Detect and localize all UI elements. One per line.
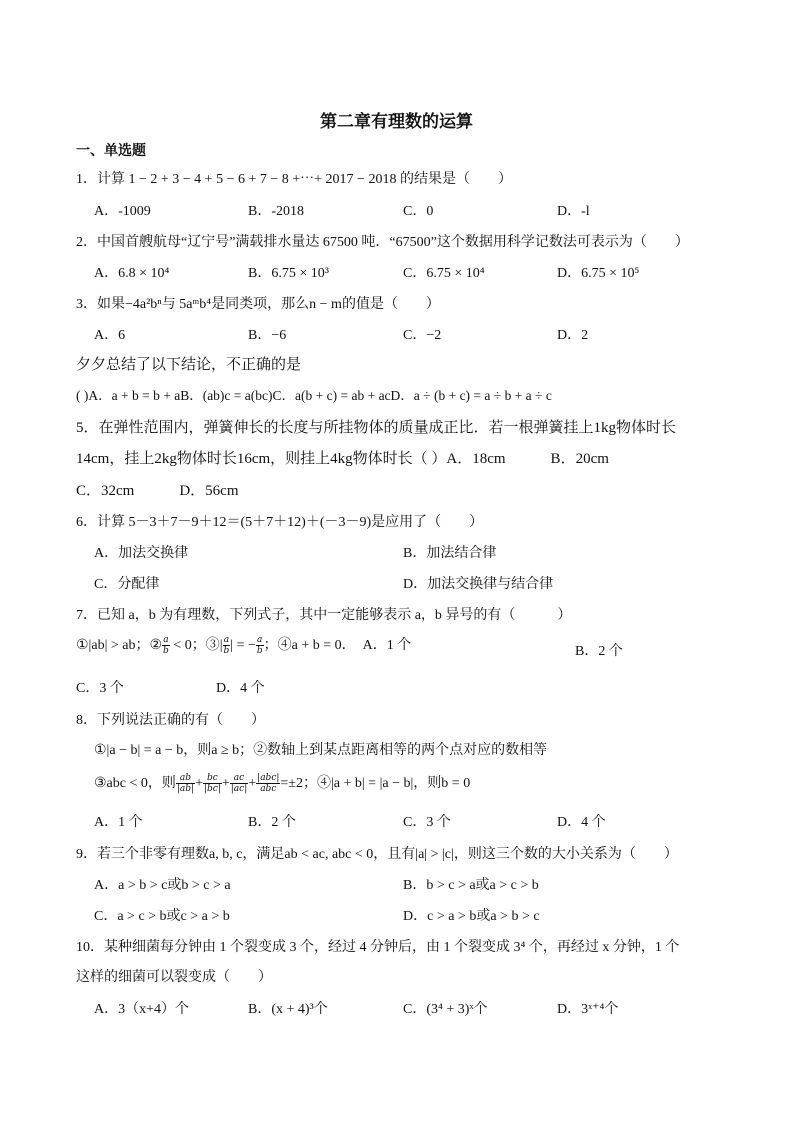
q3-stem: 3．如果−4a²bⁿ与 5aᵐb⁴是同类项，那么n − m的值是（ ） — [76, 297, 440, 312]
fraction-numerator: ac — [230, 773, 248, 784]
q5-line-3: C．32cm D．56cm — [76, 483, 239, 499]
q9-option-d: D．c > a > b或a > b > c — [403, 909, 540, 924]
fraction-denominator: b — [223, 646, 230, 657]
q7-items — [76, 634, 411, 656]
q1-stem: 1．计算 1 − 2 + 3 − 4 + 5 − 6 + 7 − 8 +⋯+ 2017 − 2018 的结果是（ ） — [76, 172, 512, 187]
q8-fraction-2 — [203, 773, 222, 794]
fraction-denominator: b — [163, 646, 169, 657]
q1-option-a: A．-1009 — [94, 204, 151, 219]
q7-item-2: < 0；③| — [169, 638, 223, 653]
q7-option-d: D．4 个 — [216, 681, 265, 696]
q3-option-d: D．2 — [557, 328, 589, 343]
q6-option-c: C．分配律 — [94, 577, 160, 592]
page-title: 第二章有理数的运算 — [320, 112, 473, 132]
q9-stem: 9．若三个非零有理数a, b, c，满足ab < ac, abc < 0，且有|a| > |c|，则这三个数的大小关系为（ ） — [76, 847, 678, 862]
q7-item-1: ①|ab| > ab；② — [76, 638, 163, 653]
q7-option-c: C．3 个 — [76, 681, 124, 696]
q3-option-b: B．−6 — [248, 328, 287, 343]
q10-option-d: D．3ˣ⁺⁴个 — [557, 1002, 619, 1017]
fraction-denominator: |ab| — [176, 784, 195, 795]
fraction-numerator: a — [223, 635, 230, 646]
q9-option-a: A．a > b > c或b > c > a — [94, 878, 231, 893]
q8-fraction-4 — [256, 773, 280, 794]
q10-option-a: A．3（x+4）个 — [94, 1002, 190, 1017]
q4-stem: 夕夕总结了以下结论，不正确的是 — [76, 357, 302, 373]
q3-option-a: A．6 — [94, 328, 126, 343]
q1-option-b: B．-2018 — [248, 204, 304, 219]
q8-option-d: D．4 个 — [557, 815, 606, 830]
q5-line-2: 14cm，挂上2kg物体时长16cm，则挂上4kg物体时长（ ）A．18cm B．20cm — [76, 451, 609, 467]
q7-item-3: | = − — [230, 638, 256, 653]
fraction-denominator: |ac| — [230, 784, 248, 795]
q2-option-c: C．6.75 × 10⁴ — [403, 266, 485, 281]
q1-option-c: C．0 — [403, 204, 434, 219]
fraction-denominator: b — [256, 646, 263, 657]
q6-option-d: D．加法交换律与结合律 — [403, 577, 554, 592]
q7-stem: 7．已知 a，b 为有理数，下列式子，其中一定能够表示 a，b 异号的有（ ） — [76, 608, 572, 623]
q7-option-b: B．2 个 — [575, 644, 623, 659]
q6-option-b: B．加法结合律 — [403, 546, 497, 561]
q6-stem: 6．计算 5－3＋7－9＋12＝(5＋7＋12)＋(－3－9)是应用了（ ） — [76, 515, 484, 530]
section-heading: 一、单选题 — [76, 143, 146, 159]
q9-option-b: B．b > c > a或a > c > b — [403, 878, 539, 893]
q8-line-2: ③abc < 0，则 $\frac{ab}{|ab|}$ + $\frac{bc}{|bc|}$ + $\frac{ac}{|ac|}$ + $\frac{\text{|abc|}}{\text{abc}}$ =±2；④|a + b| = |a − b|，则b = 0 — [94, 773, 471, 795]
q8-fraction-3 — [230, 773, 248, 794]
q8-line-2-start: ③abc < 0，则 — [94, 776, 176, 791]
q10-line-2: 这样的细菌可以裂变成（ ） — [76, 970, 272, 985]
fraction-numerator: bc — [203, 773, 222, 784]
q8-option-a: A．1 个 — [94, 815, 143, 830]
fraction-numerator: a — [257, 635, 263, 646]
fraction-denominator: |bc| — [203, 784, 221, 795]
fraction-numerator: |abc| — [257, 773, 280, 784]
q8-option-b: B．2 个 — [248, 815, 296, 830]
q7-fraction-3 — [256, 635, 264, 656]
q1-option-d: D．-l — [557, 204, 590, 219]
q8-line-1: ①|a − b| = a − b，则a ≥ b；②数轴上到某点距离相等的两个点对应的数相等 — [94, 743, 548, 758]
q4-options: ( )A．a + b = b + aB．(ab)c = a(bc)C．a(b + c) = ab + acD．a ÷ (b + c) = a ÷ b + a ÷ c — [76, 388, 552, 403]
q8-fraction-1 — [176, 773, 195, 794]
q2-option-b: B．6.75 × 10³ — [248, 266, 329, 281]
q2-option-a: A．6.8 × 10⁴ — [94, 266, 170, 281]
q10-line-1: 10．某种细菌每分钟由 1 个裂变成 3 个，经过 4 分钟后，由 1 个裂变成 3⁴ 个，再经过 x 分钟，1 个 — [76, 940, 680, 955]
q3-option-c: C．−2 — [403, 328, 442, 343]
q6-option-a: A．加法交换律 — [94, 546, 189, 561]
q8-line-2-end: =±2；④|a + b| = |a − b|，则b = 0 — [280, 776, 471, 791]
q10-option-b: B．(x + 4)³个 — [248, 1002, 328, 1017]
q8-stem: 8．下列说法正确的有（ ） — [76, 713, 265, 728]
q7-item-4: ；④a + b = 0． A．1 个 — [263, 638, 412, 653]
q2-option-d: D．6.75 × 10⁵ — [557, 266, 640, 281]
fraction-denominator: abc — [260, 784, 277, 795]
fraction-numerator: a — [163, 635, 169, 646]
q8-option-c: C．3 个 — [403, 815, 451, 830]
q9-option-c: C．a > c > b或c > a > b — [94, 909, 230, 924]
q2-stem: 2．中国首艘航母“辽宁号”满载排水量达 67500 吨．“67500”这个数据用科学记数法可表示为（ ） — [76, 235, 689, 250]
q5-line-1: 5．在弹性范围内，弹簧伸长的长度与所挂物体的质量成正比．若一根弹簧挂上1kg物体时长 — [76, 420, 677, 436]
q7-fraction-1 — [162, 635, 170, 656]
q10-option-c: C．(3⁴ + 3)ˣ个 — [403, 1002, 488, 1017]
fraction-numerator: ab — [176, 773, 195, 784]
